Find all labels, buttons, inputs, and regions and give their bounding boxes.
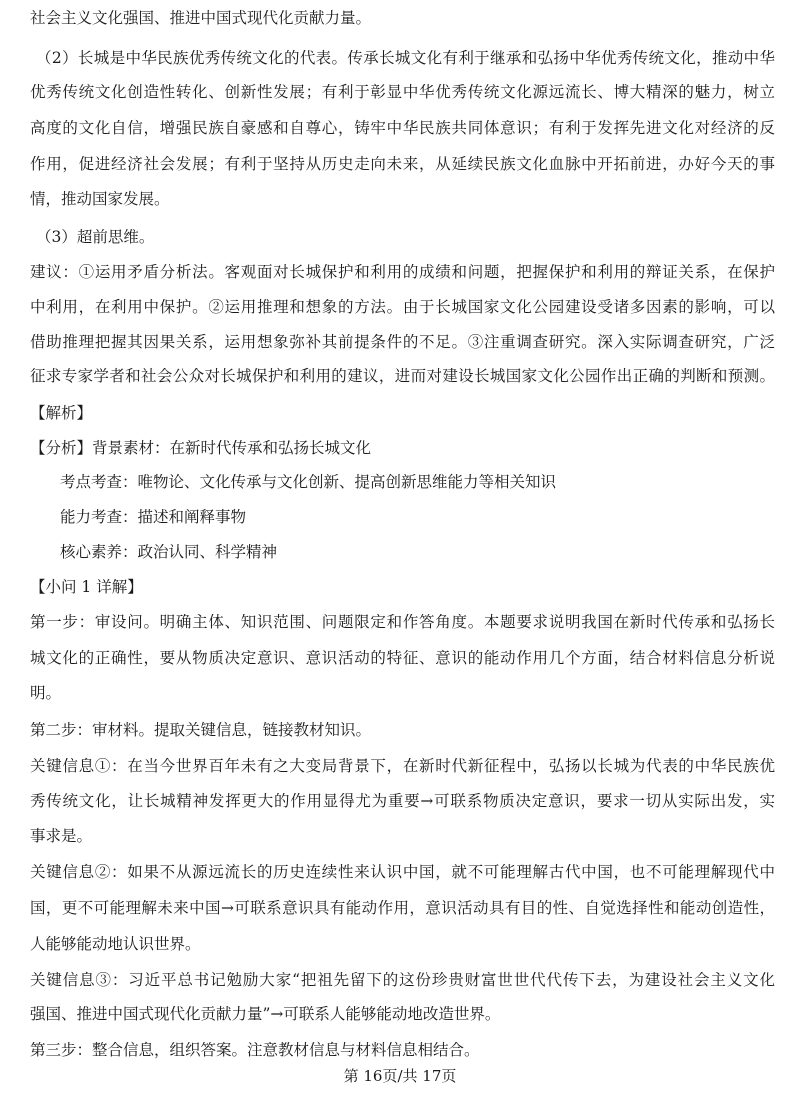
page-number: 第 16页/共 17页 [343, 1067, 457, 1085]
text-line: 城文化的正确性，要从物质决定意识、意识活动的特征、意识的能动作用几个方面，结合材料信息分析说 [30, 649, 775, 667]
text-line: 借助推理把握其因果关系，运用想象弥补其前提条件的不足。③注重调查研究。深入实际调查研究，广泛 [30, 333, 775, 351]
text-line: 第三步：整合信息，组织答案。注意教材信息与材料信息相结合。 [30, 1041, 480, 1059]
text-line: 明。 [30, 684, 62, 702]
text-line: 能力考查：描述和阐释事物 [60, 508, 247, 526]
text-line: （2）长城是中华民族优秀传统文化的代表。传承长城文化有利于继承和弘扬中华优秀传统文化，推动中华 [36, 49, 775, 67]
text-line: 关键信息②：如果不从源远流长的历史连续性来认识中国，就不可能理解古代中国，也不可能理解现代中 [30, 863, 775, 881]
text-line: 关键信息③：习近平总书记勉励大家“把祖先留下的这份珍贵财富世世代代传下去，为建设社会主义文化 [30, 971, 775, 989]
text-line: 强国、推进中国式现代化贡献力量”→可联系人能够能动地改造世界。 [30, 1005, 501, 1023]
section-heading: 【小问 1 详解】 [30, 578, 143, 596]
text-line: 作用，促进经济社会发展；有利于坚持从历史走向未来，从延续民族文化血脉中开拓前进，办好今天的事 [30, 155, 775, 173]
text-line: 优秀传统文化创造性转化、创新性发展；有利于彰显中华优秀传统文化源远流长、博大精深的魅力，树立 [30, 83, 775, 101]
text-line: 核心素养：政治认同、科学精神 [60, 543, 278, 561]
text-line: 高度的文化自信，增强民族自豪感和自尊心，铸牢中华民族共同体意识；有利于发挥先进文化对经济的反 [30, 119, 775, 137]
text-line: 事求是。 [30, 827, 93, 845]
text-line: 第一步：审设问。明确主体、知识范围、问题限定和作答角度。本题要求说明我国在新时代传承和弘扬长 [30, 613, 775, 631]
text-line: 【分析】背景素材：在新时代传承和弘扬长城文化 [30, 439, 372, 457]
text-line: 情，推动国家发展。 [30, 190, 170, 208]
text-line: 关键信息①：在当今世界百年未有之大变局背景下，在新时代新征程中，弘扬以长城为代表的中华民族优 [30, 757, 775, 775]
text-line: （3）超前思维。 [36, 228, 155, 246]
text-line: 考点考查：唯物论、文化传承与文化创新、提高创新思维能力等相关知识 [60, 473, 557, 491]
text-line: 征求专家学者和社会公众对长城保护和利用的建议，进而对建设长城国家文化公园作出正确的判断和预测。 [30, 367, 775, 385]
text-line: 秀传统文化，让长城精神发挥更大的作用显得尤为重要→可联系物质决定意识，要求一切从实际出发，实 [30, 792, 775, 810]
text-line: 国，更不可能理解未来中国→可联系意识具有能动作用，意识活动具有目的性、自觉选择性和能动创造性， [30, 899, 775, 917]
section-heading: 【解析】 [30, 404, 93, 422]
text-line: 建议：①运用矛盾分析法。客观面对长城保护和利用的成绩和问题，把握保护和利用的辩证关系，在保护 [30, 263, 775, 281]
text-line: 人能够能动地认识世界。 [30, 935, 201, 953]
text-line: 中利用，在利用中保护。②运用推理和想象的方法。由于长城国家文化公园建设受诸多因素的影响，可以 [30, 298, 775, 316]
text-line: 第二步：审材料。提取关键信息，链接教材知识。 [30, 721, 372, 739]
text-line: 社会主义文化强国、推进中国式现代化贡献力量。 [30, 9, 372, 27]
